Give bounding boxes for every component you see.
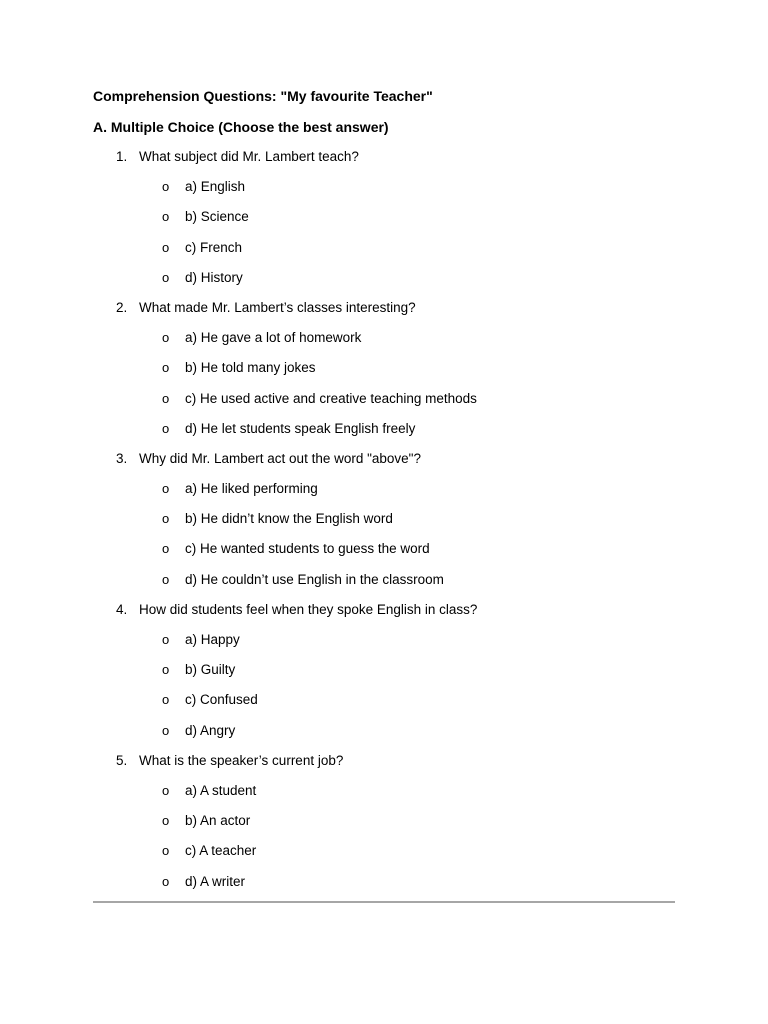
question-text: How did students feel when they spoke English in class?	[139, 601, 478, 617]
answer-option	[0, 208, 768, 238]
answer-option	[0, 359, 768, 389]
question-text: What made Mr. Lambert’s classes interesting?	[139, 299, 416, 315]
question-text: What subject did Mr. Lambert teach?	[139, 149, 359, 164]
answer-option	[0, 480, 768, 510]
question-3	[0, 450, 768, 601]
bullet-icon: o	[162, 692, 170, 708]
question-row	[0, 450, 768, 480]
option-text: b) Guilty	[185, 662, 236, 678]
option-text: a) He liked performing	[185, 481, 318, 497]
bullet-icon: o	[162, 269, 170, 285]
option-text: d) He let students speak English freely	[185, 420, 416, 436]
answer-option	[0, 631, 768, 661]
bullet-icon: o	[162, 209, 170, 225]
question-row	[0, 299, 768, 329]
answer-option	[0, 390, 768, 420]
bullet-icon: o	[162, 571, 170, 587]
option-text: a) English	[185, 179, 246, 195]
bullet-icon: o	[162, 632, 170, 647]
bullet-icon: o	[162, 722, 170, 738]
answer-option	[0, 510, 768, 540]
bullet-icon: o	[162, 873, 170, 889]
question-text: Why did Mr. Lambert act out the word "above"?	[139, 450, 421, 466]
option-text: c) He used active and creative teaching methods	[185, 390, 477, 406]
question-row	[0, 601, 768, 631]
bullet-icon: o	[162, 782, 170, 798]
option-text: c) Confused	[185, 692, 258, 708]
bullet-icon: o	[162, 541, 170, 557]
option-text: b) Science	[185, 209, 249, 225]
answer-option	[0, 540, 768, 570]
option-text: c) A teacher	[185, 843, 257, 859]
question-1	[0, 148, 768, 299]
option-text: d) He couldn’t use English in the classroom	[185, 571, 444, 587]
option-text: b) An actor	[185, 813, 251, 829]
question-4	[0, 601, 768, 752]
bullet-icon: o	[162, 843, 170, 859]
horizontal-rule	[93, 901, 675, 903]
bullet-icon: o	[162, 481, 170, 497]
bullet-icon: o	[162, 179, 170, 195]
answer-option	[0, 269, 768, 299]
document-title: Comprehension Questions: "My favourite Teacher"	[93, 88, 433, 104]
answer-option	[0, 722, 768, 752]
answer-option	[0, 812, 768, 842]
option-text: b) He told many jokes	[185, 360, 316, 376]
option-text: b) He didn’t know the English word	[185, 511, 393, 527]
option-text: a) Happy	[185, 632, 240, 647]
answer-option	[0, 571, 768, 601]
question-row	[0, 752, 768, 782]
bullet-icon: o	[162, 420, 170, 436]
option-text: c) French	[185, 239, 243, 255]
question-row	[0, 148, 768, 178]
question-text: What is the speaker’s current job?	[139, 752, 344, 768]
bullet-icon: o	[162, 511, 170, 527]
question-number: 2.	[116, 299, 128, 315]
option-text: d) A writer	[185, 873, 246, 889]
question-2	[0, 299, 768, 450]
question-number: 4.	[116, 601, 128, 617]
bullet-icon: o	[162, 360, 170, 376]
question-5	[0, 752, 768, 903]
answer-option	[0, 661, 768, 691]
option-text: a) He gave a lot of homework	[185, 330, 362, 346]
answer-option	[0, 873, 768, 903]
option-text: d) Angry	[185, 722, 236, 738]
answer-option	[0, 329, 768, 359]
question-number: 1.	[116, 149, 128, 164]
bullet-icon: o	[162, 330, 170, 346]
answer-option	[0, 691, 768, 721]
answer-option	[0, 842, 768, 872]
question-number: 5.	[116, 752, 128, 768]
question-number: 3.	[116, 450, 128, 466]
option-text: a) A student	[185, 782, 257, 798]
bullet-icon: o	[162, 813, 170, 829]
bullet-icon: o	[162, 390, 170, 406]
bullet-icon: o	[162, 662, 170, 678]
section-heading: A. Multiple Choice (Choose the best answer)	[93, 119, 389, 135]
answer-option	[0, 782, 768, 812]
answer-option	[0, 420, 768, 450]
question-list	[0, 148, 768, 903]
answer-option	[0, 239, 768, 269]
option-text: d) History	[185, 269, 243, 285]
answer-option	[0, 178, 768, 208]
bullet-icon: o	[162, 239, 170, 255]
option-text: c) He wanted students to guess the word	[185, 541, 430, 557]
